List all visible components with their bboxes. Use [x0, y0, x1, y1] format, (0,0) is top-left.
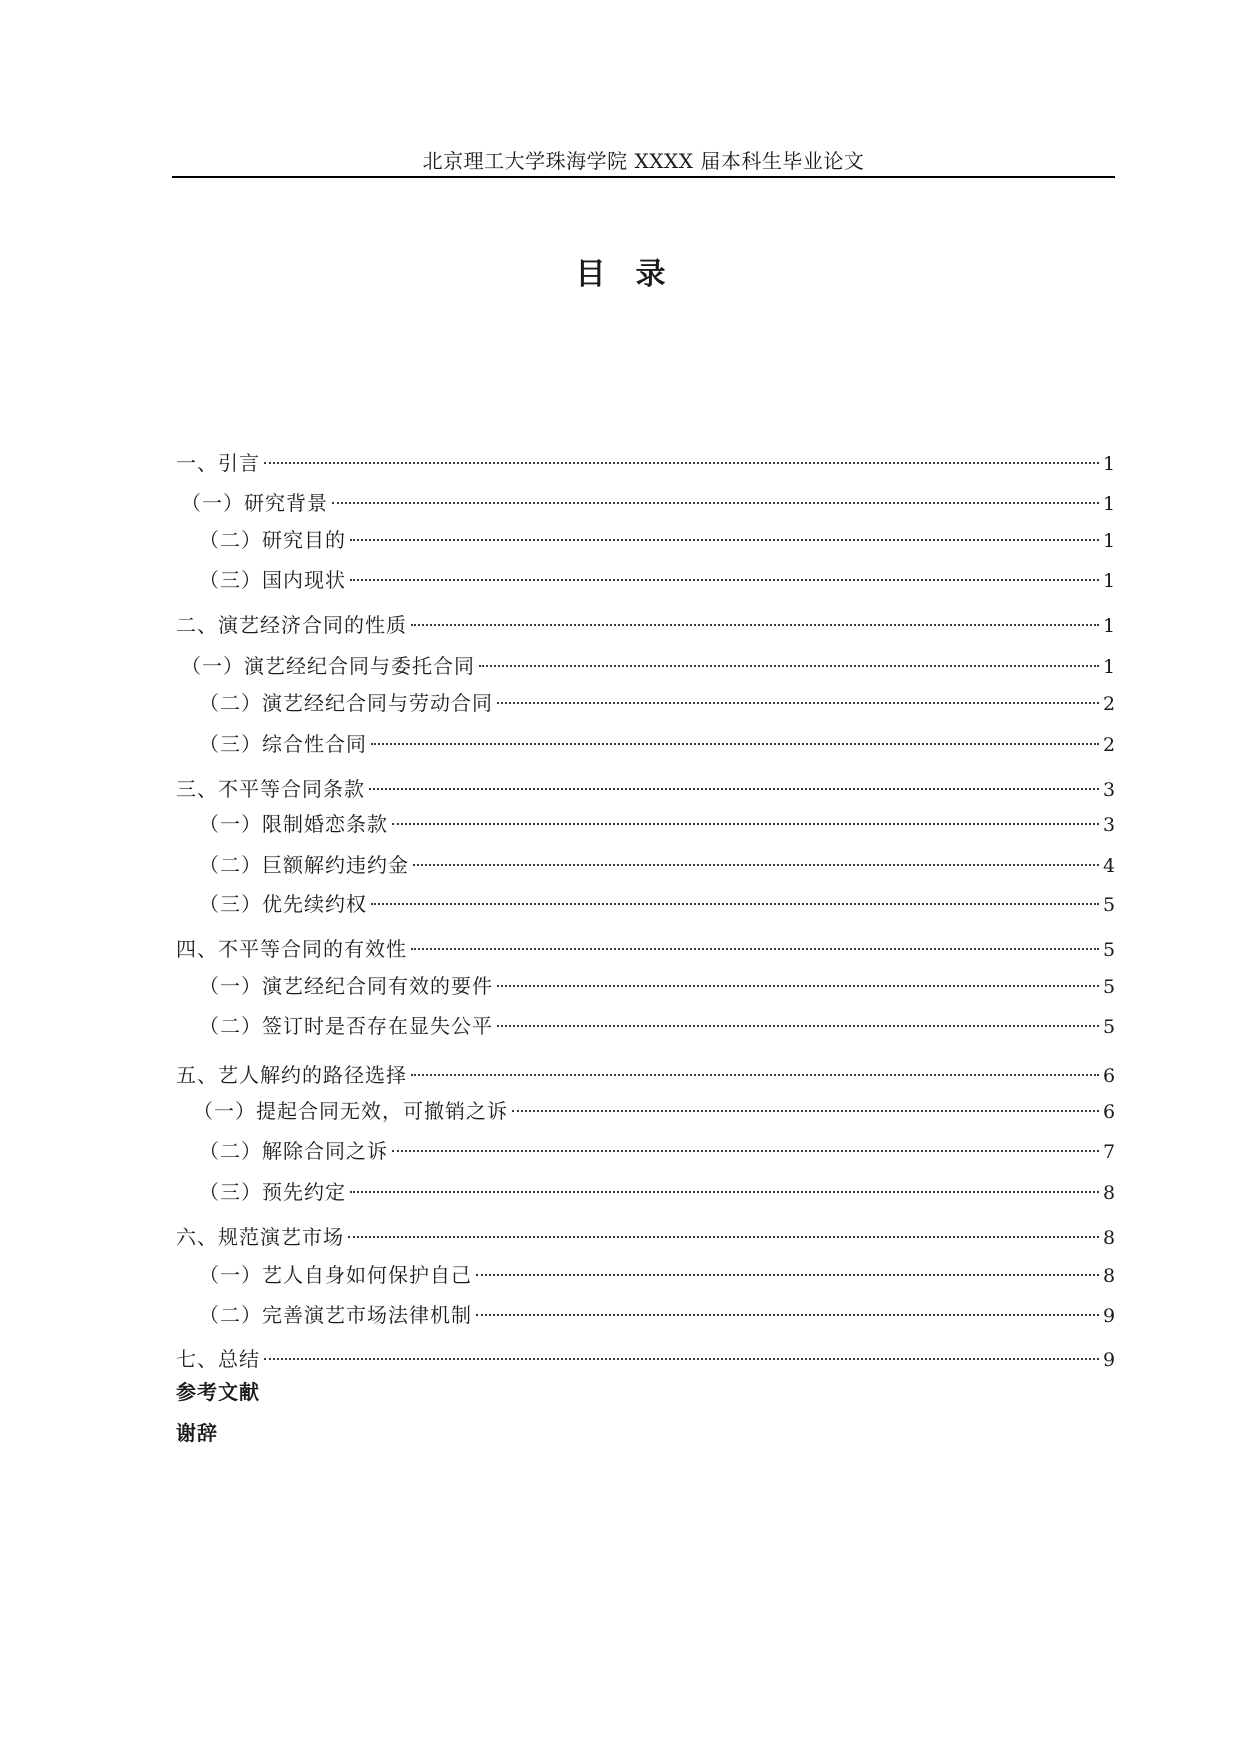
toc-entry-label: （二）演艺经纪合同与劳动合同 — [199, 691, 493, 715]
toc-entry-page-number: 2 — [1103, 693, 1116, 715]
toc-entry[interactable] — [176, 934, 1115, 964]
toc-entry-page-number: 8 — [1103, 1227, 1116, 1249]
toc-entry-label: （一）演艺经纪合同有效的要件 — [199, 974, 493, 998]
toc-entry-page-number: 3 — [1103, 814, 1116, 836]
toc-entry-page-number: 2 — [1103, 734, 1116, 756]
toc-entry-page-number: 7 — [1103, 1141, 1116, 1163]
dot-leader — [392, 823, 1099, 825]
toc-entry[interactable] — [199, 729, 1115, 759]
toc-entry-page-number: 8 — [1103, 1182, 1116, 1204]
dot-leader — [497, 985, 1099, 987]
toc-entry[interactable] — [199, 1136, 1115, 1166]
dot-leader — [497, 1025, 1099, 1027]
toc-entry-label: （一）研究背景 — [181, 491, 328, 515]
toc-entry[interactable] — [176, 774, 1115, 804]
dot-leader — [411, 948, 1099, 950]
toc-entry[interactable] — [199, 809, 1115, 839]
dot-leader — [392, 1150, 1099, 1152]
toc-entry-label: 六、规范演艺市场 — [176, 1225, 344, 1249]
dot-leader — [332, 502, 1099, 504]
toc-entry-label: （一）限制婚恋条款 — [199, 812, 388, 836]
toc-entry[interactable] — [176, 1060, 1115, 1090]
toc-entry-label: 一、引言 — [176, 451, 260, 475]
toc-entry-page-number: 6 — [1103, 1101, 1116, 1123]
toc-entry-label: （三）优先续约权 — [199, 892, 367, 916]
toc-entry-page-number: 4 — [1103, 855, 1116, 877]
toc-entry-label: （三）国内现状 — [199, 568, 346, 592]
toc-entry-page-number: 8 — [1103, 1265, 1116, 1287]
toc-entry-page-number: 5 — [1103, 976, 1116, 998]
toc-entry-page-number: 1 — [1103, 530, 1116, 552]
toc-entry-label: （一）艺人自身如何保护自己 — [199, 1263, 472, 1287]
toc-entry[interactable] — [199, 850, 1115, 880]
toc-entry-label: （三）综合性合同 — [199, 732, 367, 756]
toc-entry[interactable] — [176, 448, 1115, 478]
toc-entry-label: （一）演艺经纪合同与委托合同 — [181, 654, 475, 678]
toc-entry[interactable] — [176, 1344, 1115, 1374]
toc-entry[interactable] — [199, 889, 1115, 919]
toc-entry-label: （二）巨额解约违约金 — [199, 853, 409, 877]
toc-entry[interactable] — [176, 1222, 1115, 1252]
toc-entry-page-number: 5 — [1103, 939, 1116, 961]
toc-entry-page-number: 9 — [1103, 1305, 1116, 1327]
dot-leader — [371, 903, 1099, 905]
header-rule — [172, 176, 1115, 178]
toc-entry-page-number: 1 — [1103, 493, 1116, 515]
toc-entry[interactable] — [199, 688, 1115, 718]
dot-leader — [264, 462, 1099, 464]
toc-entry[interactable] — [199, 525, 1115, 555]
toc-entry-page-number: 9 — [1103, 1349, 1116, 1371]
dot-leader — [350, 1191, 1099, 1193]
toc-entry-page-number: 1 — [1103, 615, 1116, 637]
toc-entry[interactable] — [181, 651, 1115, 681]
toc-title: 目录 — [575, 257, 696, 292]
dot-leader — [479, 665, 1099, 667]
dot-leader — [476, 1314, 1099, 1316]
page-header: 北京理工大学珠海学院 XXXX 届本科生毕业论文 — [422, 149, 865, 173]
toc-entry-label: （二）完善演艺市场法律机制 — [199, 1303, 472, 1327]
toc-entry[interactable] — [199, 565, 1115, 595]
toc-acknowledgements[interactable]: 谢辞 — [176, 1421, 218, 1445]
dot-leader — [369, 788, 1099, 790]
toc-entry[interactable] — [199, 1011, 1115, 1041]
toc-references[interactable]: 参考文献 — [176, 1380, 260, 1404]
toc-entry[interactable] — [193, 1096, 1115, 1126]
dot-leader — [350, 539, 1099, 541]
toc-entry-label: （二）研究目的 — [199, 528, 346, 552]
toc-entry-label: （一）提起合同无效，可撤销之诉 — [193, 1099, 508, 1123]
toc-entry-label: 四、不平等合同的有效性 — [176, 937, 407, 961]
toc-entry-label: （三）预先约定 — [199, 1180, 346, 1204]
toc-entry-label: （二）签订时是否存在显失公平 — [199, 1014, 493, 1038]
dot-leader — [413, 864, 1099, 866]
dot-leader — [348, 1236, 1099, 1238]
toc-entry-page-number: 6 — [1103, 1065, 1116, 1087]
toc-entry-label: 五、艺人解约的路径选择 — [176, 1063, 407, 1087]
toc-entry-page-number: 1 — [1103, 570, 1116, 592]
toc-entry-page-number: 3 — [1103, 779, 1116, 801]
dot-leader — [512, 1110, 1099, 1112]
toc-entry[interactable] — [199, 1177, 1115, 1207]
toc-entry-page-number: 5 — [1103, 894, 1116, 916]
dot-leader — [350, 579, 1099, 581]
toc-entry-label: 二、演艺经济合同的性质 — [176, 613, 407, 637]
toc-entry-page-number: 5 — [1103, 1016, 1116, 1038]
dot-leader — [411, 1074, 1099, 1076]
toc-entry[interactable] — [199, 1300, 1115, 1330]
dot-leader — [476, 1274, 1099, 1276]
toc-entry[interactable] — [199, 1260, 1115, 1290]
dot-leader — [497, 702, 1099, 704]
toc-entry-label: 七、总结 — [176, 1347, 260, 1371]
dot-leader — [371, 743, 1099, 745]
dot-leader — [264, 1358, 1099, 1360]
dot-leader — [411, 624, 1099, 626]
toc-entry-page-number: 1 — [1103, 453, 1116, 475]
toc-entry[interactable] — [176, 610, 1115, 640]
toc-entry-label: （二）解除合同之诉 — [199, 1139, 388, 1163]
toc-entry[interactable] — [181, 488, 1115, 518]
toc-entry[interactable] — [199, 971, 1115, 1001]
toc-entry-label: 三、不平等合同条款 — [176, 777, 365, 801]
toc-entry-page-number: 1 — [1103, 656, 1116, 678]
